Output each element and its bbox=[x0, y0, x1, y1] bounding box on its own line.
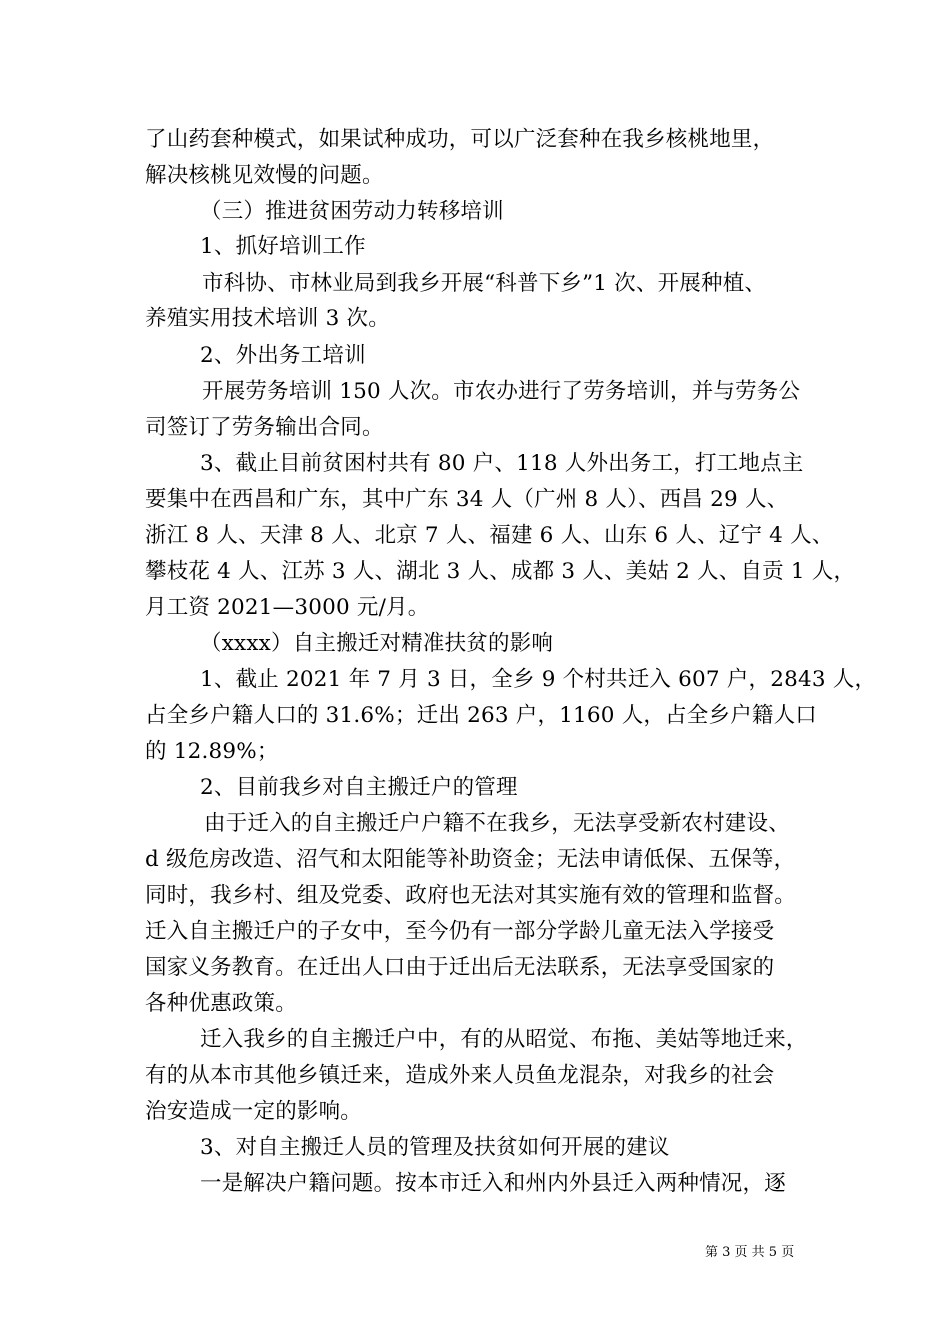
text-line: 解决核桃见效慢的问题。 bbox=[145, 163, 384, 188]
text-line: 3、截止目前贫困村共有 80 户、118 人外出务工，打工地点主 bbox=[200, 451, 804, 476]
text-line: 市科协、市林业局到我乡开展“科普下乡”1 次、开展种植、 bbox=[202, 271, 767, 296]
text-line: 国家义务教育。在迁出人口由于迁出后无法联系，无法享受国家的 bbox=[145, 955, 775, 980]
subsection-heading: 2、外出务工培训 bbox=[200, 343, 366, 368]
text-line: 了山药套种模式，如果试种成功，可以广泛套种在我乡核桃地里， bbox=[145, 127, 775, 152]
section-heading: （三）推进贫困劳动力转移培训 bbox=[200, 199, 504, 224]
section-heading: （xxxx）自主搬迁对精准扶贫的影响 bbox=[200, 631, 554, 656]
text-line: 由于迁入的自主搬迁户户籍不在我乡，无法享受新农村建设、 bbox=[204, 811, 790, 836]
text-line: 迁入自主搬迁户的子女中，至今仍有一部分学龄儿童无法入学接受 bbox=[145, 919, 775, 944]
subsection-heading: 2、目前我乡对自主搬迁户的管理 bbox=[200, 775, 518, 800]
text-line: 1、截止 2021 年 7 月 3 日，全乡 9 个村共迁入 607 户，2843 人， bbox=[200, 667, 877, 692]
text-line: 的 12.89%； bbox=[145, 739, 279, 764]
text-line: 有的从本市其他乡镇迁来，造成外来人员鱼龙混杂，对我乡的社会 bbox=[145, 1063, 775, 1088]
page-number-footer: 第 3 页 共 5 页 bbox=[705, 1245, 795, 1260]
text-line: 要集中在西昌和广东，其中广东 34 人（广州 8 人）、西昌 29 人、 bbox=[145, 487, 789, 512]
text-line: d 级危房改造、沼气和太阳能等补助资金；无法申请低保、五保等， bbox=[145, 847, 796, 872]
subsection-heading: 1、抓好培训工作 bbox=[200, 234, 366, 259]
text-line: 治安造成一定的影响。 bbox=[145, 1099, 363, 1124]
text-line: 同时，我乡村、组及党委、政府也无法对其实施有效的管理和监督。 bbox=[145, 883, 797, 908]
text-line: 开展劳务培训 150 人次。市农办进行了劳务培训，并与劳务公 bbox=[202, 379, 801, 404]
text-line: 各种优惠政策。 bbox=[145, 991, 297, 1016]
text-line: 养殖实用技术培训 3 次。 bbox=[145, 306, 390, 331]
text-line: 司签订了劳务输出合同。 bbox=[145, 415, 384, 440]
text-line: 一是解决户籍问题。按本市迁入和州内外县迁入两种情况，逐 bbox=[200, 1171, 786, 1196]
text-line: 占全乡户籍人口的 31.6%；迁出 263 户，1160 人，占全乡户籍人口 bbox=[145, 703, 817, 728]
text-line: 迁入我乡的自主搬迁户中，有的从昭觉、布拖、美姑等地迁来， bbox=[200, 1027, 808, 1052]
text-line: 攀枝花 4 人、江苏 3 人、湖北 3 人、成都 3 人、美姑 2 人、自贡 1 人， bbox=[145, 559, 856, 584]
text-line: 浙江 8 人、天津 8 人、北京 7 人、福建 6 人、山东 6 人、辽宁 4 人、 bbox=[145, 523, 834, 548]
subsection-heading: 3、对自主搬迁人员的管理及扶贫如何开展的建议 bbox=[200, 1135, 670, 1160]
text-line: 月工资 2021—3000 元/月。 bbox=[145, 595, 430, 620]
